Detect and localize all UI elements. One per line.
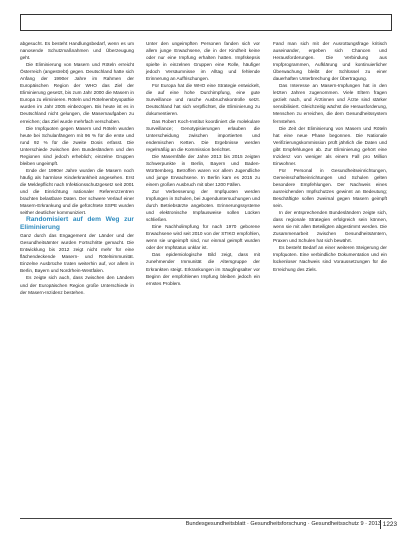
section-heading: Randomisiert auf dem Weg zur Eliminierung	[20, 216, 134, 232]
paragraph: Die Zeit der Eliminierung von Masern und Röteln hat eine neue Phase begonnen. Die Nationale Verifizierungskommission prüft jährlich die Daten und gibt Empfehlungen ab. Zur Eliminierung gehört eine Inzidenz von weniger als einem Fall pro Million Einwohner.	[273, 125, 387, 166]
paragraph: Fand man sich mit der Ausrottungsfrage kritisch auseinander, ergeben sich Chancen und Herausforderungen. Die Verbindung aus Impfprogrammen, Aufklärung und kontinuierlicher Überwachung bleibt der Schlüssel zu einer dauerhaften Unterbrechung der Übertragung.	[273, 41, 387, 82]
paragraph: Zur Verbesserung der Impfquoten werden Impfungen in Schulen, bei Jugenduntersuchungen und durch Betriebsärzte angeboten. Erinnerungssysteme und elektronische Impfausweise sollen Lücken schließen.	[146, 188, 260, 223]
paragraph: Ganz durch das Engagement der Länder und der Gesundheitsämter wurden Fortschritte gemacht. Die Entwicklung bis 2012 zeigt nicht mehr für eine flächendeckende Masern- und Rötelnimmunität. Einzelne Ausbrüche traten weiterhin auf, vor allem in Berlin, Bayern und Nordrhein-Westfalen.	[20, 233, 134, 274]
paragraph: Eine Nachholimpfung für nach 1970 geborene Erwachsene wird seit 2010 von der STIKO empfohlen, wenn sie ungeimpft sind, nur einmal geimpft wurden oder der Impfstatus unklar ist.	[146, 224, 260, 251]
paragraph: Es zeigte sich auch, dass zwischen den Ländern und der Europäischen Region große Unterschiede in der Masern-Inzidenz bestehen.	[20, 275, 134, 295]
text-column-3	[273, 40, 387, 273]
paragraph: Unter den ungeimpften Personen fanden sich vor allem junge Erwachsene, die in der Kindheit keine oder nur eine Impfung erhalten hatten. Impfskepsis spielte in einzelnen Gruppen eine Rolle, häufiger jedoch Versäumnisse im Alltag und fehlende Erinnerung an Auffrischungen.	[146, 41, 260, 82]
paragraph: Die Eliminierung von Masern und Röteln erreicht Österreich (angestrebt) gegen. Deutschland hatte sich Anfang der 1990er Jahre im Rahmen der Europäischen Region der WHO das Ziel der Eliminierung gesetzt, bis zum Jahr 2000 die Masern in Europa zu eliminieren. Röteln und Rötelnembryopathie wurden im Jahr 2005 einbezogen. Bis heute ist es in Deutschland nicht gelungen, die Masernaufgaben zu erreichen; das Ziel wurde mehrfach verschoben.	[20, 62, 134, 124]
paragraph: Das Interesse an Masern-Impfungen hat in den letzten Jahren zugenommen. Viele Eltern fragen gezielt nach, und Ärztinnen und Ärzte sind stärker sensibilisiert. Gleichzeitig wächst die Herausforderung, Menschen zu erreichen, die dem Gesundheitssystem fernstehen.	[273, 83, 387, 124]
journal-citation: Bundesgesundheitsblatt · Gesundheitsforschung · Gesundheitsschutz 9 · 2013	[185, 521, 381, 527]
paragraph: Das Robert Koch-Institut koordiniert die molekulare Surveillance; Genotypisierungen erlauben die Unterscheidung zwischen importierten und endemischen Ketten. Die Ergebnisse werden regelmäßig an die Kommission berichtet.	[146, 118, 260, 152]
paragraph: In der entsprechenden Bundesländern zeigte sich, dass regionale Strategien erfolgreich sein können, wenn sie mit allen Beteiligten abgestimmt werden. Die Zusammenarbeit zwischen Gesundheitsämtern, Praxen und Schulen hat sich bewährt.	[273, 210, 387, 244]
page-number: 1223	[380, 520, 399, 529]
paragraph: abgesucht. Es besteht Handlungsbedarf, wenn es um nanosende Schutzmaßnahmen und Überzeugung geht.	[20, 41, 134, 61]
text-column-1	[20, 40, 134, 296]
footer-rule	[20, 518, 392, 519]
paragraph: Für Europa hat die WHO eine Strategie entwickelt, die auf eine hohe Durchimpfung, eine gute Surveillance und rasche Ausbruchskontrolle setzt. Deutschland hat sich verpflichtet, die Eliminierung zu dokumentieren.	[146, 83, 260, 117]
paragraph: Die Masernfälle der Jahre 2013 bis 2015 zeigten Schwerpunkte in Berlin, Bayern und Baden-Württemberg. Betroffen waren vor allem Jugendliche und junge Erwachsene. In Berlin kam es 2015 zu einem großen Ausbruch mit über 1200 Fällen.	[146, 153, 260, 187]
paragraph: Ende der 1990er Jahre wurden die Masern noch häufig als harmlose Kinderkrankheit angesehen. Erst die Meldepflicht nach Infektionsschutzgesetz seit 2001 und die Einrichtung nationaler Referenzzentren brachten belastbare Daten. Der schwere Verlauf einer Masern-Erkrankung und die gefürchtete SSPE wurden seither deutlicher kommuniziert.	[20, 167, 134, 216]
paragraph: Es besteht Bedarf an einer weiteren Steigerung der Impfquoten. Eine verbindliche Dokumentation und ein lückenloser Nachweis sind Voraussetzungen für die Erreichung des Ziels.	[273, 245, 387, 272]
paragraph: Das epidemiologische Bild zeigt, dass mit zunehmender Immunität die Altersgruppe der Erkrankten steigt. Erkrankungen im Säuglingsalter vor Beginn der empfohlenen Impfung bleiben jedoch ein ernstes Problem.	[146, 252, 260, 286]
paragraph: Für Personal in Gesundheitseinrichtungen, Gemeinschaftseinrichtungen und Schulen gelten besondere Empfehlungen. Der Nachweis eines ausreichenden Impfschutzes gewinnt an Bedeutung; Beschäftigte sollen zweimal gegen Masern geimpft sein.	[273, 167, 387, 209]
header-box	[20, 14, 392, 31]
paragraph: Die Impfquoten gegen Masern und Röteln wurden heute bei Schulanfängern mit 96 % für die erste und rund 92 % für die zweite Dosis erfasst. Die Unterschiede zwischen den Bundesländern und den Regionen sind jedoch erheblich; einzelne Gruppen bleiben ungeimpft.	[20, 125, 134, 166]
text-column-2	[146, 40, 260, 287]
